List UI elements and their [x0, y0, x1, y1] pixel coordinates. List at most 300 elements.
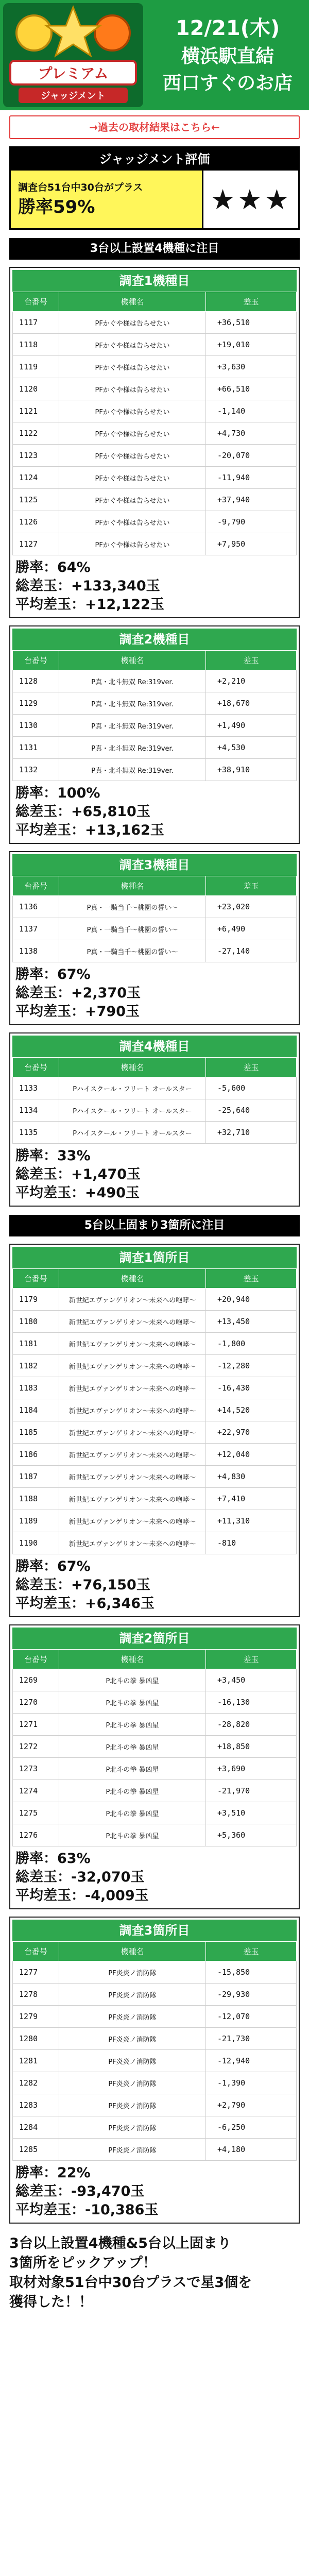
table-row [13, 1444, 297, 1466]
total-diff-text: 総差玉：-93,470玉 [15, 2183, 145, 2199]
table-row [13, 422, 297, 445]
table-row [13, 1099, 297, 1122]
machine-name-cell: P北斗の拳 暴凶星 [59, 1758, 206, 1780]
win-rate-text: 勝率：33% [15, 1148, 91, 1164]
table-row [13, 1669, 297, 1691]
table-header-row [13, 651, 297, 670]
block-stats [12, 2161, 297, 2221]
machine-name-cell: P北斗の拳 暴凶星 [59, 1802, 206, 1824]
machine-number-cell: 1134 [13, 1099, 59, 1122]
machine-number-cell: 1273 [13, 1758, 59, 1780]
diff-cell: +14,520 [206, 1399, 297, 1421]
event-date: 12/21(木) [175, 16, 280, 40]
table-row [13, 670, 297, 692]
total-diff-text: 総差玉：+1,470玉 [15, 1166, 141, 1182]
diff-cell: +13,450 [206, 1311, 297, 1333]
summary-line: 獲得した！！ [9, 2294, 93, 2310]
diff-cell: -20,070 [206, 445, 297, 467]
diff-cell: +4,530 [206, 737, 297, 759]
column-header-number: 台番号 [13, 876, 59, 896]
table-row [13, 400, 297, 422]
machine-number-cell: 1127 [13, 533, 59, 555]
machine-number-cell: 1133 [13, 1077, 59, 1099]
machine-number-cell: 1182 [13, 1355, 59, 1377]
machine-number-cell: 1181 [13, 1333, 59, 1355]
survey-block-title: 調査1箇所目 [12, 1247, 297, 1268]
results-table [12, 292, 297, 555]
table-header-row [13, 1058, 297, 1077]
table-row [13, 1961, 297, 1984]
column-header-number: 台番号 [13, 1269, 59, 1289]
table-row [13, 1532, 297, 1554]
machine-name-cell: 新世紀エヴァンゲリオン～未来への咆哮～ [59, 1421, 206, 1444]
table-row [13, 2050, 297, 2072]
diff-cell: +23,020 [206, 896, 297, 918]
survey-sections [0, 238, 309, 2224]
column-header-diff: 差玉 [206, 651, 297, 670]
table-row [13, 1421, 297, 1444]
diff-cell: -15,850 [206, 1961, 297, 1984]
survey-block-title: 調査2機種目 [12, 629, 297, 650]
header-info [146, 0, 309, 110]
machine-number-cell: 1131 [13, 737, 59, 759]
machine-number-cell: 1184 [13, 1399, 59, 1421]
machine-number-cell: 1282 [13, 2072, 59, 2094]
machine-name-cell: P真・一騎当千～桃園の誓い～ [59, 918, 206, 940]
table-row [13, 1466, 297, 1488]
diff-cell: -1,390 [206, 2072, 297, 2094]
diff-cell: +37,940 [206, 489, 297, 511]
table-row [13, 445, 297, 467]
machine-number-cell: 1128 [13, 670, 59, 692]
diff-cell: -16,130 [206, 1691, 297, 1714]
column-header-diff: 差玉 [206, 292, 297, 312]
column-header-diff: 差玉 [206, 876, 297, 896]
machine-name-cell: P真・北斗無双 Re:319ver. [59, 715, 206, 737]
diff-cell: +66,510 [206, 378, 297, 400]
table-row [13, 489, 297, 511]
diff-cell: +4,830 [206, 1466, 297, 1488]
machine-name-cell: P真・一騎当千～桃園の誓い～ [59, 940, 206, 962]
diff-cell: +7,410 [206, 1488, 297, 1510]
machine-name-cell: P真・一騎当千～桃園の誓い～ [59, 896, 206, 918]
table-row [13, 1355, 297, 1377]
table-row [13, 737, 297, 759]
diff-cell: +4,730 [206, 422, 297, 445]
machine-name-cell: 新世紀エヴァンゲリオン～未来への咆哮～ [59, 1466, 206, 1488]
machine-number-cell: 1121 [13, 400, 59, 422]
win-rate-text: 勝率：64% [15, 560, 91, 575]
total-diff-text: 総差玉：+65,810玉 [15, 804, 150, 820]
machine-number-cell: 1279 [13, 2006, 59, 2028]
table-row [13, 1691, 297, 1714]
machine-number-cell: 1118 [13, 334, 59, 356]
machine-name-cell: PF炎炎ノ消防隊 [59, 2006, 206, 2028]
block-stats [12, 781, 297, 841]
results-table [12, 1057, 297, 1144]
machine-number-cell: 1270 [13, 1691, 59, 1714]
machine-name-cell: PF炎炎ノ消防隊 [59, 2050, 206, 2072]
machine-number-cell: 1126 [13, 511, 59, 533]
average-diff-text: 平均差玉：+490玉 [15, 1185, 140, 1201]
logo [0, 0, 146, 110]
machine-number-cell: 1117 [13, 312, 59, 334]
machine-number-cell: 1189 [13, 1510, 59, 1532]
machine-name-cell: Pハイスクール・フリート オールスター [59, 1099, 206, 1122]
machine-number-cell: 1122 [13, 422, 59, 445]
table-row [13, 1984, 297, 2006]
machine-name-cell: P北斗の拳 暴凶星 [59, 1691, 206, 1714]
logo-subtitle: ジャッジメント [41, 91, 106, 101]
block-stats [12, 1144, 297, 1204]
machine-number-cell: 1284 [13, 2116, 59, 2139]
machine-number-cell: 1187 [13, 1466, 59, 1488]
machine-number-cell: 1132 [13, 759, 59, 781]
column-header-number: 台番号 [13, 1942, 59, 1961]
machine-name-cell: PF炎炎ノ消防隊 [59, 2094, 206, 2116]
machine-number-cell: 1180 [13, 1311, 59, 1333]
star-rating-icon: ★★★ [202, 171, 298, 228]
total-diff-text: 総差玉：-32,070玉 [15, 1869, 145, 1885]
diff-cell: +6,490 [206, 918, 297, 940]
machine-name-cell: 新世紀エヴァンゲリオン～未来への咆哮～ [59, 1333, 206, 1355]
machine-number-cell: 1274 [13, 1780, 59, 1802]
column-header-name: 機種名 [59, 876, 206, 896]
diff-cell: +3,630 [206, 356, 297, 378]
machine-number-cell: 1272 [13, 1736, 59, 1758]
survey-block-title: 調査2箇所目 [12, 1628, 297, 1649]
machine-name-cell: P北斗の拳 暴凶星 [59, 1780, 206, 1802]
machine-number-cell: 1138 [13, 940, 59, 962]
column-header-number: 台番号 [13, 292, 59, 312]
machine-name-cell: P北斗の拳 暴凶星 [59, 1669, 206, 1691]
machine-number-cell: 1135 [13, 1122, 59, 1144]
table-row [13, 1488, 297, 1510]
table-row [13, 1377, 297, 1399]
table-row [13, 896, 297, 918]
machine-name-cell: P北斗の拳 暴凶星 [59, 1824, 206, 1846]
machine-number-cell: 1277 [13, 1961, 59, 1984]
machine-number-cell: 1276 [13, 1824, 59, 1846]
machine-name-cell: P真・北斗無双 Re:319ver. [59, 737, 206, 759]
section-heading: 5台以上固まり3箇所に注目 [9, 1215, 300, 1236]
machine-name-cell: 新世紀エヴァンゲリオン～未来への咆哮～ [59, 1289, 206, 1311]
machine-name-cell: 新世紀エヴァンゲリオン～未来への咆哮～ [59, 1355, 206, 1377]
machine-name-cell: PFかぐや様は告らせたい [59, 334, 206, 356]
table-row [13, 1077, 297, 1099]
diff-cell: +32,710 [206, 1122, 297, 1144]
column-header-number: 台番号 [13, 1058, 59, 1077]
diff-cell: -12,280 [206, 1355, 297, 1377]
diff-cell: +11,310 [206, 1510, 297, 1532]
survey-block [9, 267, 300, 618]
machine-number-cell: 1278 [13, 1984, 59, 2006]
survey-block-title: 調査3箇所目 [12, 1920, 297, 1941]
total-diff-text: 総差玉：+133,340玉 [15, 578, 160, 594]
total-diff-text: 総差玉：+2,370玉 [15, 985, 141, 1001]
column-header-diff: 差玉 [206, 1269, 297, 1289]
table-row [13, 312, 297, 334]
survey-block [9, 625, 300, 844]
column-header-name: 機種名 [59, 1942, 206, 1961]
machine-name-cell: PF炎炎ノ消防隊 [59, 1961, 206, 1984]
table-row [13, 356, 297, 378]
machine-number-cell: 1179 [13, 1289, 59, 1311]
past-results-link[interactable]: →過去の取材結果はこちら← [9, 115, 300, 139]
diff-cell: -810 [206, 1532, 297, 1554]
machine-name-cell: P北斗の拳 暴凶星 [59, 1714, 206, 1736]
diff-cell: -29,930 [206, 1984, 297, 2006]
diff-cell: +7,950 [206, 533, 297, 555]
judgment-title: ジャッジメント評価 [11, 148, 298, 171]
results-table [12, 1268, 297, 1554]
diff-cell: +1,490 [206, 715, 297, 737]
machine-number-cell: 1185 [13, 1421, 59, 1444]
machine-name-cell: 新世紀エヴァンゲリオン～未来への咆哮～ [59, 1311, 206, 1333]
logo-title: プレミアム [38, 65, 109, 82]
win-rate-text: 勝率：22% [15, 2165, 91, 2181]
judgment-row [11, 171, 298, 228]
machine-name-cell: P真・北斗無双 Re:319ver. [59, 670, 206, 692]
average-diff-text: 平均差玉：+13,162玉 [15, 822, 164, 838]
machine-number-cell: 1188 [13, 1488, 59, 1510]
diff-cell: +2,210 [206, 670, 297, 692]
diff-cell: -21,730 [206, 2028, 297, 2050]
results-table [12, 650, 297, 781]
table-row [13, 334, 297, 356]
machine-name-cell: 新世紀エヴァンゲリオン～未来への咆哮～ [59, 1488, 206, 1510]
machine-name-cell: 新世紀エヴァンゲリオン～未来への咆哮～ [59, 1510, 206, 1532]
table-row [13, 1780, 297, 1802]
results-table [12, 1649, 297, 1846]
diff-cell: +3,450 [206, 1669, 297, 1691]
column-header-number: 台番号 [13, 1650, 59, 1669]
column-header-number: 台番号 [13, 651, 59, 670]
average-diff-text: 平均差玉：+790玉 [15, 1004, 140, 1020]
diff-cell: +20,940 [206, 1289, 297, 1311]
diff-cell: -21,970 [206, 1780, 297, 1802]
machine-name-cell: PFかぐや様は告らせたい [59, 400, 206, 422]
table-row [13, 1311, 297, 1333]
table-row [13, 511, 297, 533]
machine-number-cell: 1280 [13, 2028, 59, 2050]
block-stats [12, 1846, 297, 1906]
summary-text [9, 2234, 300, 2312]
machine-name-cell: 新世紀エヴァンゲリオン～未来への咆哮～ [59, 1377, 206, 1399]
machine-name-cell: 新世紀エヴァンゲリオン～未来への咆哮～ [59, 1399, 206, 1421]
win-rate-text: 勝率：67% [15, 1558, 91, 1574]
column-header-diff: 差玉 [206, 1058, 297, 1077]
machine-number-cell: 1125 [13, 489, 59, 511]
table-row [13, 1758, 297, 1780]
machine-name-cell: PF炎炎ノ消防隊 [59, 2028, 206, 2050]
machine-name-cell: PFかぐや様は告らせたい [59, 533, 206, 555]
machine-name-cell: Pハイスクール・フリート オールスター [59, 1122, 206, 1144]
machine-name-cell: P真・北斗無双 Re:319ver. [59, 759, 206, 781]
machine-number-cell: 1119 [13, 356, 59, 378]
machine-number-cell: 1285 [13, 2139, 59, 2161]
diff-cell: +5,360 [206, 1824, 297, 1846]
survey-block [9, 1032, 300, 1207]
machine-name-cell: 新世紀エヴァンゲリオン～未来への咆哮～ [59, 1444, 206, 1466]
machine-number-cell: 1124 [13, 467, 59, 489]
table-header-row [13, 876, 297, 896]
table-row [13, 2028, 297, 2050]
section-heading: 3台以上設置4機種に注目 [9, 238, 300, 260]
diff-cell: +3,510 [206, 1802, 297, 1824]
bottom-spacer [0, 2312, 309, 2333]
diff-cell: -1,140 [206, 400, 297, 422]
diff-cell: +22,970 [206, 1421, 297, 1444]
machine-name-cell: PF炎炎ノ消防隊 [59, 2116, 206, 2139]
machine-name-cell: PF炎炎ノ消防隊 [59, 2139, 206, 2161]
table-row [13, 2116, 297, 2139]
diff-cell: -12,070 [206, 2006, 297, 2028]
summary-line: 3箇所をピックアップ！ [9, 2255, 157, 2271]
machine-name-cell: PF炎炎ノ消防隊 [59, 2072, 206, 2094]
machine-name-cell: Pハイスクール・フリート オールスター [59, 1077, 206, 1099]
table-header-row [13, 292, 297, 312]
machine-name-cell: PFかぐや様は告らせたい [59, 467, 206, 489]
column-header-name: 機種名 [59, 1269, 206, 1289]
judgment-win-rate: 勝率59% [18, 197, 95, 217]
judgment-box [9, 146, 300, 230]
win-rate-text: 勝率：100% [15, 785, 100, 801]
store-line-1: 横浜駅直結 [181, 46, 274, 67]
machine-name-cell: 新世紀エヴァンゲリオン～未来への咆哮～ [59, 1532, 206, 1554]
machine-name-cell: PFかぐや様は告らせたい [59, 422, 206, 445]
survey-block-title: 調査1機種目 [12, 270, 297, 292]
win-rate-text: 勝率：63% [15, 1851, 91, 1867]
win-rate-text: 勝率：67% [15, 967, 91, 982]
column-header-name: 機種名 [59, 1650, 206, 1669]
machine-number-cell: 1283 [13, 2094, 59, 2116]
judgment-condition: 調査台51台中30台がプラス [18, 182, 143, 193]
column-header-diff: 差玉 [206, 1650, 297, 1669]
machine-number-cell: 1129 [13, 692, 59, 715]
table-row [13, 467, 297, 489]
results-table [12, 1941, 297, 2161]
table-row [13, 1333, 297, 1355]
survey-block [9, 851, 300, 1025]
average-diff-text: 平均差玉：-10,386玉 [15, 2202, 159, 2218]
header [0, 0, 309, 110]
average-diff-text: 平均差玉：+12,122玉 [15, 597, 164, 613]
table-row [13, 940, 297, 962]
machine-name-cell: PFかぐや様は告らせたい [59, 445, 206, 467]
column-header-name: 機種名 [59, 1058, 206, 1077]
total-diff-text: 総差玉：+76,150玉 [15, 1577, 150, 1593]
survey-block-title: 調査3機種目 [12, 854, 297, 876]
judgment-detail [11, 171, 202, 228]
store-line-2: 西口すぐのお店 [162, 73, 293, 94]
machine-number-cell: 1269 [13, 1669, 59, 1691]
table-header-row [13, 1269, 297, 1289]
machine-number-cell: 1130 [13, 715, 59, 737]
machine-name-cell: PFかぐや様は告らせたい [59, 356, 206, 378]
machine-name-cell: PFかぐや様は告らせたい [59, 511, 206, 533]
machine-name-cell: PFかぐや様は告らせたい [59, 489, 206, 511]
machine-number-cell: 1183 [13, 1377, 59, 1399]
block-stats [12, 962, 297, 1022]
summary-line: 3台以上設置4機種&5台以上固まり [9, 2235, 231, 2251]
machine-number-cell: 1123 [13, 445, 59, 467]
column-header-name: 機種名 [59, 292, 206, 312]
diff-cell: +18,670 [206, 692, 297, 715]
table-row [13, 918, 297, 940]
machine-number-cell: 1190 [13, 1532, 59, 1554]
machine-number-cell: 1186 [13, 1444, 59, 1466]
diff-cell: -28,820 [206, 1714, 297, 1736]
table-row [13, 759, 297, 781]
block-stats [12, 1554, 297, 1614]
average-diff-text: 平均差玉：+6,346玉 [15, 1596, 155, 1612]
summary-line: 取材対象51台中30台プラスで星3個を [9, 2275, 252, 2291]
table-row [13, 715, 297, 737]
diff-cell: +2,790 [206, 2094, 297, 2116]
machine-name-cell: PFかぐや様は告らせたい [59, 312, 206, 334]
table-row [13, 2006, 297, 2028]
diff-cell: +19,010 [206, 334, 297, 356]
table-row [13, 1824, 297, 1846]
column-header-diff: 差玉 [206, 1942, 297, 1961]
table-row [13, 1510, 297, 1532]
machine-name-cell: PFかぐや様は告らせたい [59, 378, 206, 400]
table-row [13, 378, 297, 400]
machine-number-cell: 1137 [13, 918, 59, 940]
diff-cell: -12,940 [206, 2050, 297, 2072]
survey-block-title: 調査4機種目 [12, 1036, 297, 1057]
diff-cell: +12,040 [206, 1444, 297, 1466]
machine-name-cell: PF炎炎ノ消防隊 [59, 1984, 206, 2006]
machine-number-cell: 1136 [13, 896, 59, 918]
diff-cell: +3,690 [206, 1758, 297, 1780]
premium-judgment-logo-icon [3, 3, 143, 107]
diff-cell: +18,850 [206, 1736, 297, 1758]
diff-cell: -11,940 [206, 467, 297, 489]
table-row [13, 1289, 297, 1311]
diff-cell: +36,510 [206, 312, 297, 334]
machine-number-cell: 1120 [13, 378, 59, 400]
diff-cell: +38,910 [206, 759, 297, 781]
diff-cell: -25,640 [206, 1099, 297, 1122]
table-header-row [13, 1942, 297, 1961]
diff-cell: +4,180 [206, 2139, 297, 2161]
table-row [13, 1802, 297, 1824]
column-header-name: 機種名 [59, 651, 206, 670]
table-row [13, 1122, 297, 1144]
machine-number-cell: 1281 [13, 2050, 59, 2072]
machine-name-cell: P北斗の拳 暴凶星 [59, 1736, 206, 1758]
diff-cell: -27,140 [206, 940, 297, 962]
results-table [12, 876, 297, 962]
table-row [13, 533, 297, 555]
table-row [13, 1736, 297, 1758]
survey-block [9, 1917, 300, 2224]
block-stats [12, 555, 297, 615]
diff-cell: -6,250 [206, 2116, 297, 2139]
table-header-row [13, 1650, 297, 1669]
machine-number-cell: 1275 [13, 1802, 59, 1824]
table-row [13, 2094, 297, 2116]
average-diff-text: 平均差玉：-4,009玉 [15, 1888, 149, 1904]
diff-cell: -9,790 [206, 511, 297, 533]
table-row [13, 2139, 297, 2161]
table-row [13, 1399, 297, 1421]
diff-cell: -16,430 [206, 1377, 297, 1399]
diff-cell: -5,600 [206, 1077, 297, 1099]
machine-name-cell: P真・北斗無双 Re:319ver. [59, 692, 206, 715]
